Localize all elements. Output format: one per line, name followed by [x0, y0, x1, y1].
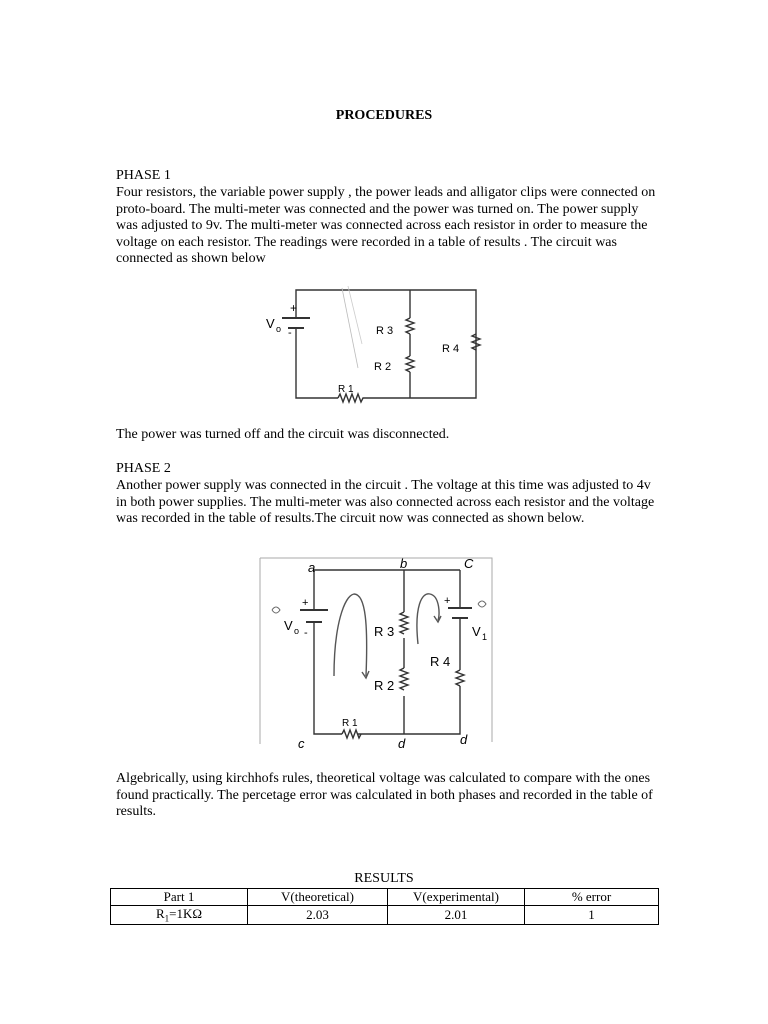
results-header-experimental: V(experimental) [388, 889, 525, 906]
phase2-v0-subscript: o [294, 626, 300, 636]
phase2-r3-label: R 3 [374, 624, 395, 639]
phase2-paragraph: Another power supply was connected in the circuit . The voltage at this time was adjusted to 4v in both power supplies. The multi-meter was also connected across each resistor and the voltage was recorded in the table of results.The circuit now was connected as shown below. [116, 478, 655, 527]
phase1-r1-label: R 1 [338, 384, 354, 395]
phase2-node-a: a [308, 560, 316, 575]
phase1-plus-label: + [290, 301, 298, 315]
phase1-v0-subscript: o [276, 324, 282, 334]
results-table [110, 888, 659, 925]
page-title: PROCEDURES [335, 108, 433, 123]
phase1-minus-label: - [288, 327, 292, 339]
phase2-v0-label: V [284, 618, 293, 633]
phase2-heading: PHASE 2 [116, 461, 171, 476]
phase1-v0-label: V [266, 316, 275, 331]
phase1-paragraph: Four resistors, the variable power supply , the power leads and alligator clips were connected on proto-board. The multi-meter was connected and the power was turned on. The power supply was adjusted to 9v. The multi-meter was connected across each resistor in order to measure the voltage on each resistor. The readings were recorded in a table of results . The circuit was connected as shown below [116, 185, 656, 267]
table-row [111, 906, 659, 925]
phase1-after-text: The power was turned off and the circuit was disconnected. [116, 427, 450, 442]
results-cell-experimental: 2.01 [388, 906, 525, 925]
phase2-v1-label: V [472, 624, 481, 639]
phase1-circuit-diagram [258, 284, 510, 422]
phase2-r2-label: R 2 [374, 678, 395, 693]
closing-paragraph: Algebrically, using kirchhofs rules, theoretical voltage was calculated to compare with the ones found practically. The percetage error was calculated in both phases and recorded in the table of results. [116, 771, 653, 820]
phase2-node-c-top: C [464, 556, 474, 571]
phase2-node-c-bottom: c [298, 736, 305, 751]
phase2-v1-subscript: 1 [482, 632, 488, 642]
results-cell-error: 1 [525, 906, 659, 925]
phase2-node-d-mid: d [398, 736, 406, 751]
results-header-theoretical: V(theoretical) [248, 889, 388, 906]
phase2-r4-label: R 4 [430, 654, 451, 669]
results-header-row [111, 889, 659, 906]
phase2-node-b: b [400, 556, 408, 571]
phase1-r4-label: R 4 [442, 343, 460, 355]
results-header-part: Part 1 [111, 889, 248, 906]
phase2-v1-plus: + [444, 595, 451, 607]
phase2-v0-plus: + [302, 597, 309, 609]
results-header-error: % error [525, 889, 659, 906]
results-cell-resistor: $R_1=1K\Omega$ [111, 906, 248, 925]
phase1-heading: PHASE 1 [116, 168, 171, 183]
phase1-r2-label: R 2 [374, 361, 392, 373]
phase2-node-d-right: d [460, 732, 468, 747]
phase2-circuit-diagram [254, 546, 498, 754]
phase1-r3-label: R 3 [376, 325, 394, 337]
results-cell-theoretical: 2.03 [248, 906, 388, 925]
phase2-v0-minus: - [304, 627, 308, 639]
results-title: RESULTS [354, 871, 414, 886]
phase2-r1-label: R 1 [342, 718, 358, 729]
